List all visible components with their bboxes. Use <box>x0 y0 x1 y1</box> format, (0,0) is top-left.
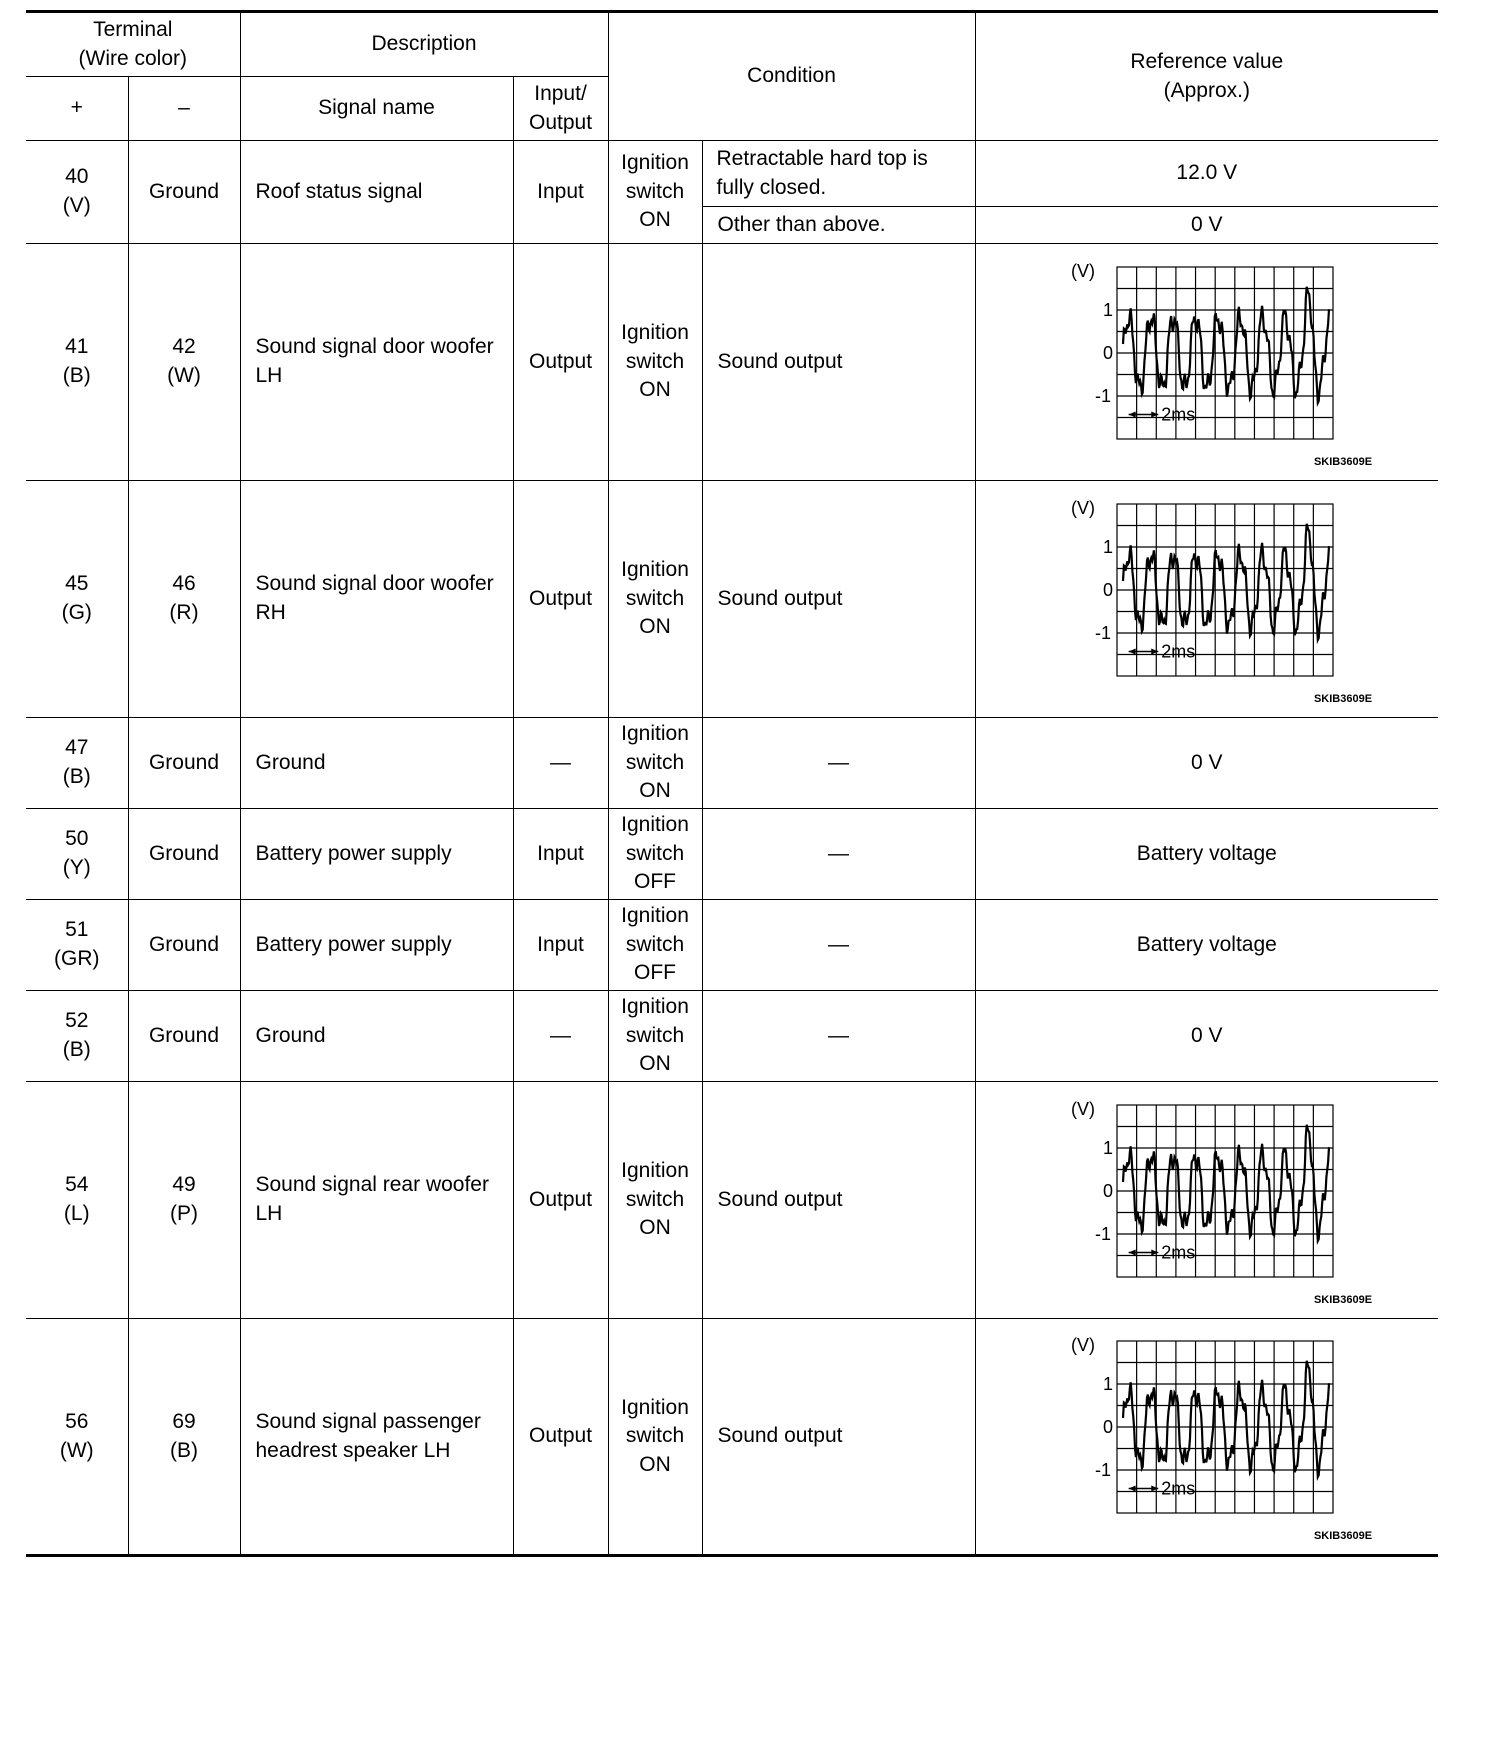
minus-terminal: 46 (R) <box>128 481 240 718</box>
condition-text: Sound output <box>702 244 975 481</box>
time-scale-label: 2ms <box>1161 1478 1196 1499</box>
waveform-cell <box>975 481 1438 718</box>
plus-terminal: 52 (B) <box>26 991 128 1082</box>
minus-terminal: Ground <box>128 991 240 1082</box>
waveform-svg <box>1067 255 1347 455</box>
table-row <box>26 141 1438 207</box>
ignition-condition: Ignition switch ON <box>608 244 702 481</box>
ignition-condition: Ignition switch ON <box>608 991 702 1082</box>
condition-header: Condition <box>608 12 975 141</box>
io-value: Input <box>513 900 608 991</box>
condition-text: Sound output <box>702 1319 975 1556</box>
y-tick-label: 0 <box>1102 579 1113 600</box>
figure-caption: SKIB3609E <box>1313 1530 1373 1543</box>
y-tick-label: 1 <box>1102 1374 1113 1395</box>
minus-terminal: Ground <box>128 718 240 809</box>
plus-terminal: 50 (Y) <box>26 809 128 900</box>
plus-terminal: 47 (B) <box>26 718 128 809</box>
minus-terminal: Ground <box>128 900 240 991</box>
y-unit-label: (V) <box>1070 1098 1095 1119</box>
io-value: — <box>513 991 608 1082</box>
terminal-table <box>26 10 1438 1557</box>
plus-terminal: 51 (GR) <box>26 900 128 991</box>
signal-name: Sound signal rear woofer LH <box>240 1082 513 1319</box>
io-value: Input <box>513 141 608 244</box>
waveform-trace <box>1123 523 1329 639</box>
reference-value: 0 V <box>975 207 1438 244</box>
y-unit-label: (V) <box>1070 260 1095 281</box>
condition-text: — <box>702 718 975 809</box>
minus-header: – <box>128 77 240 141</box>
ignition-condition: Ignition switch OFF <box>608 809 702 900</box>
plus-terminal: 40 (V) <box>26 141 128 244</box>
signal-name: Sound signal door woofer RH <box>240 481 513 718</box>
reference-value: 0 V <box>975 718 1438 809</box>
condition-text: Sound output <box>702 1082 975 1319</box>
y-tick-label: 1 <box>1102 536 1113 557</box>
y-tick-label: -1 <box>1094 622 1111 643</box>
table-row <box>26 809 1438 900</box>
waveform-diagram <box>980 1329 1435 1544</box>
waveform-cell <box>975 244 1438 481</box>
y-tick-label: -1 <box>1094 385 1111 406</box>
plus-terminal: 54 (L) <box>26 1082 128 1319</box>
ignition-condition: Ignition switch ON <box>608 481 702 718</box>
io-value: Output <box>513 1082 608 1319</box>
waveform-svg <box>1067 492 1347 692</box>
y-tick-label: -1 <box>1094 1460 1111 1481</box>
signal-name-header: Signal name <box>240 77 513 141</box>
io-header: Input/ Output <box>513 77 608 141</box>
reference-value: Battery voltage <box>975 900 1438 991</box>
table-row <box>26 900 1438 991</box>
condition-text: — <box>702 809 975 900</box>
minus-terminal: 69 (B) <box>128 1319 240 1556</box>
signal-name: Ground <box>240 718 513 809</box>
figure-caption: SKIB3609E <box>1313 1293 1373 1306</box>
plus-terminal: 41 (B) <box>26 244 128 481</box>
minus-terminal: 42 (W) <box>128 244 240 481</box>
time-scale-label: 2ms <box>1161 404 1196 425</box>
io-value: — <box>513 718 608 809</box>
y-tick-label: 1 <box>1102 299 1113 320</box>
condition-text: — <box>702 900 975 991</box>
condition-text: Sound output <box>702 481 975 718</box>
condition-text: — <box>702 991 975 1082</box>
terminal-header: Terminal (Wire color) <box>26 12 240 77</box>
waveform-cell <box>975 1319 1438 1556</box>
minus-terminal: Ground <box>128 809 240 900</box>
io-value: Input <box>513 809 608 900</box>
reference-value: Battery voltage <box>975 809 1438 900</box>
description-header: Description <box>240 12 608 77</box>
waveform-diagram <box>980 1093 1435 1308</box>
plus-terminal: 56 (W) <box>26 1319 128 1556</box>
plus-header: + <box>26 77 128 141</box>
signal-name: Battery power supply <box>240 900 513 991</box>
waveform-svg <box>1067 1093 1347 1293</box>
io-value: Output <box>513 481 608 718</box>
ignition-condition: Ignition switch ON <box>608 141 702 244</box>
waveform-trace <box>1123 1361 1329 1477</box>
ignition-condition: Ignition switch ON <box>608 718 702 809</box>
ignition-condition: Ignition switch ON <box>608 1319 702 1556</box>
reference-value: 12.0 V <box>975 141 1438 207</box>
condition-text: Retractable hard top is fully closed. <box>702 141 975 207</box>
figure-caption: SKIB3609E <box>1313 692 1373 705</box>
condition-text: Other than above. <box>702 207 975 244</box>
minus-terminal: 49 (P) <box>128 1082 240 1319</box>
waveform-diagram <box>980 492 1435 707</box>
table-row <box>26 991 1438 1082</box>
y-unit-label: (V) <box>1070 1335 1095 1356</box>
y-tick-label: 0 <box>1102 1417 1113 1438</box>
signal-name: Ground <box>240 991 513 1082</box>
table-row <box>26 718 1438 809</box>
waveform-diagram <box>980 255 1435 470</box>
figure-caption: SKIB3609E <box>1313 455 1373 468</box>
table-row <box>26 1082 1438 1319</box>
waveform-svg <box>1067 1329 1347 1529</box>
waveform-cell <box>975 1082 1438 1319</box>
table-row <box>26 1319 1438 1556</box>
minus-terminal: Ground <box>128 141 240 244</box>
signal-name: Sound signal passenger headrest speaker LH <box>240 1319 513 1556</box>
y-unit-label: (V) <box>1070 497 1095 518</box>
reference-header: Reference value (Approx.) <box>975 12 1438 141</box>
y-tick-label: 1 <box>1102 1137 1113 1158</box>
y-tick-label: 0 <box>1102 342 1113 363</box>
io-value: Output <box>513 1319 608 1556</box>
ignition-condition: Ignition switch ON <box>608 1082 702 1319</box>
y-tick-label: -1 <box>1094 1223 1111 1244</box>
io-value: Output <box>513 244 608 481</box>
ignition-condition: Ignition switch OFF <box>608 900 702 991</box>
plus-terminal: 45 (G) <box>26 481 128 718</box>
waveform-trace <box>1123 1124 1329 1240</box>
reference-value: 0 V <box>975 991 1438 1082</box>
signal-name: Roof status signal <box>240 141 513 244</box>
waveform-trace <box>1123 286 1329 402</box>
time-scale-label: 2ms <box>1161 1242 1196 1263</box>
signal-name: Battery power supply <box>240 809 513 900</box>
y-tick-label: 0 <box>1102 1180 1113 1201</box>
signal-name: Sound signal door woofer LH <box>240 244 513 481</box>
table-row <box>26 244 1438 481</box>
time-scale-label: 2ms <box>1161 641 1196 662</box>
table-row <box>26 481 1438 718</box>
